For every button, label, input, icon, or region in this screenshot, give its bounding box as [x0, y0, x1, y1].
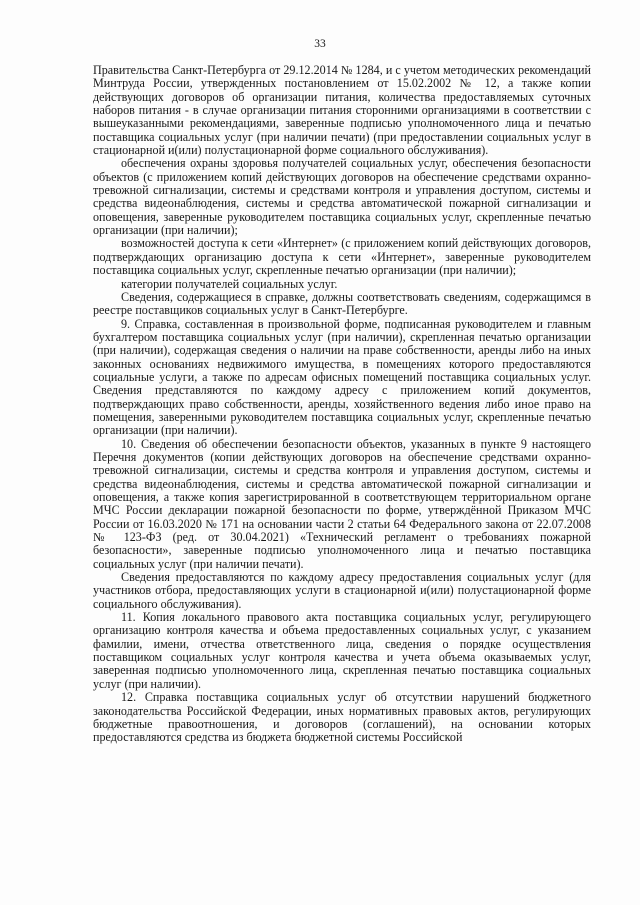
paragraph-continuation-catering: Правительства Санкт-Петербурга от 29.12.2014 № 1284, и с учетом методических рекомендаций Минтруда России, утвержденных постановлением от 15.02.2002 № 12, а также копии действующих договоров об организации питания, количества предоставляемых суточных наборов питания - в случае организации питания сторонними организациями в соответствии с вышеуказанными рекомендациями, заверенные подписью уполномоченного лица и печатью поставщика социальных услуг (при наличии печати) (при предоставлении социальных услуг в стационарной и(или) полустационарной форме социального обслуживания).	[93, 63, 591, 158]
paragraph-item-12: 12. Справка поставщика социальных услуг об отсутствии нарушений бюджетного законодательства Российской Федерации, иных нормативных правовых актов, регулирующих бюджетные правоотношения, и договоров (соглашений), на основании которых предоставляются средства из бюджета бюджетной системы Российской	[93, 690, 591, 745]
paragraph-health-safety: обеспечения охраны здоровья получателей социальных услуг, обеспечения безопасности объектов (с приложением копий действующих договоров на обеспечение средствами охранно-тревожной сигнализации, системы и средствами контроля и управления доступом, системы и средства видеонаблюдения, системы и средства автоматической пожарной сигнализации и оповещения, заверенные руководителем поставщика социальных услуг, скрепленные печатью организации (при наличии);	[93, 156, 591, 238]
document-body	[93, 64, 591, 745]
paragraph-item-11: 11. Копия локального правового акта поставщика социальных услуг, регулирующего организацию контроля качества и объема предоставленных социальных услуг, с указанием фамилии, имени, отчества ответственного лица, сведения о порядке осуществления поставщиком социальных услуг контроля качества и учета объема оказываемых услуг, заверенная подписью уполномоченного лица, скрепленная печатью поставщика социальных услуг (при наличии).	[93, 610, 591, 691]
paragraph-recipient-categories: категории получателей социальных услуг.	[121, 276, 338, 291]
paragraph-registry-consistency: Сведения, содержащиеся в справке, должны соответствовать сведениям, содержащимся в реестре поставщиков социальных услуг в Санкт-Петербурге.	[93, 289, 591, 318]
paragraph-address-info: Сведения предоставляются по каждому адресу предоставления социальных услуг (для участников отбора, предоставляющих услуги в стационарной и(или) полустационарной форме социального обслуживания).	[93, 570, 591, 611]
paragraph-item-9: 9. Справка, составленная в произвольной форме, подписанная руководителем и главным бухгалтером поставщика социальных услуг (при наличии), скрепленная печатью организации (при наличии), содержащая сведения о наличии на праве собственности, аренды либо на иных законных основаниях недвижимого имущества, в помещениях которого предоставляются социальные услуги, а также по адресам офисных помещений поставщика социальных услуг. Сведения представляются по каждому адресу с приложением копий документов, подтверждающих право собственности, аренды, хозяйственного ведения либо иное право на помещения, заверенными руководителем поставщика социальных услуг, скрепленные печатью организации (при наличии).	[93, 316, 591, 438]
paragraph-item-10: 10. Сведения об обеспечении безопасности объектов, указанных в пункте 9 настоящего Перечня документов (копии действующих договоров на обеспечение средствами охранно-тревожной сигнализации, системы и средства контроля и управления доступом, системы и средства видеонаблюдения, системы и средства автоматической пожарной сигнализации и оповещения, а также копия зарегистрированной в соответствующем территориальном органе МЧС России декларации пожарной безопасности по форме, утверждённой Приказом МЧС России от 16.03.2020 № 171 на основании части 2 статьи 64 Федерального закона от 22.07.2008 № 123-ФЗ (ред. от 30.04.2021) «Технический регламент о требованиях пожарной безопасности», заверенные подписью уполномоченного лица и печатью поставщика социальных услуг (при наличии печати).	[93, 436, 591, 571]
paragraph-internet-access: возможностей доступа к сети «Интернет» (с приложением копий действующих договоров, подтверждающих организацию доступа к сети «Интернет», заверенные руководителем поставщика социальных услуг, скрепленные печатью организации (при наличии);	[93, 236, 591, 278]
page-number: 33	[314, 38, 326, 50]
